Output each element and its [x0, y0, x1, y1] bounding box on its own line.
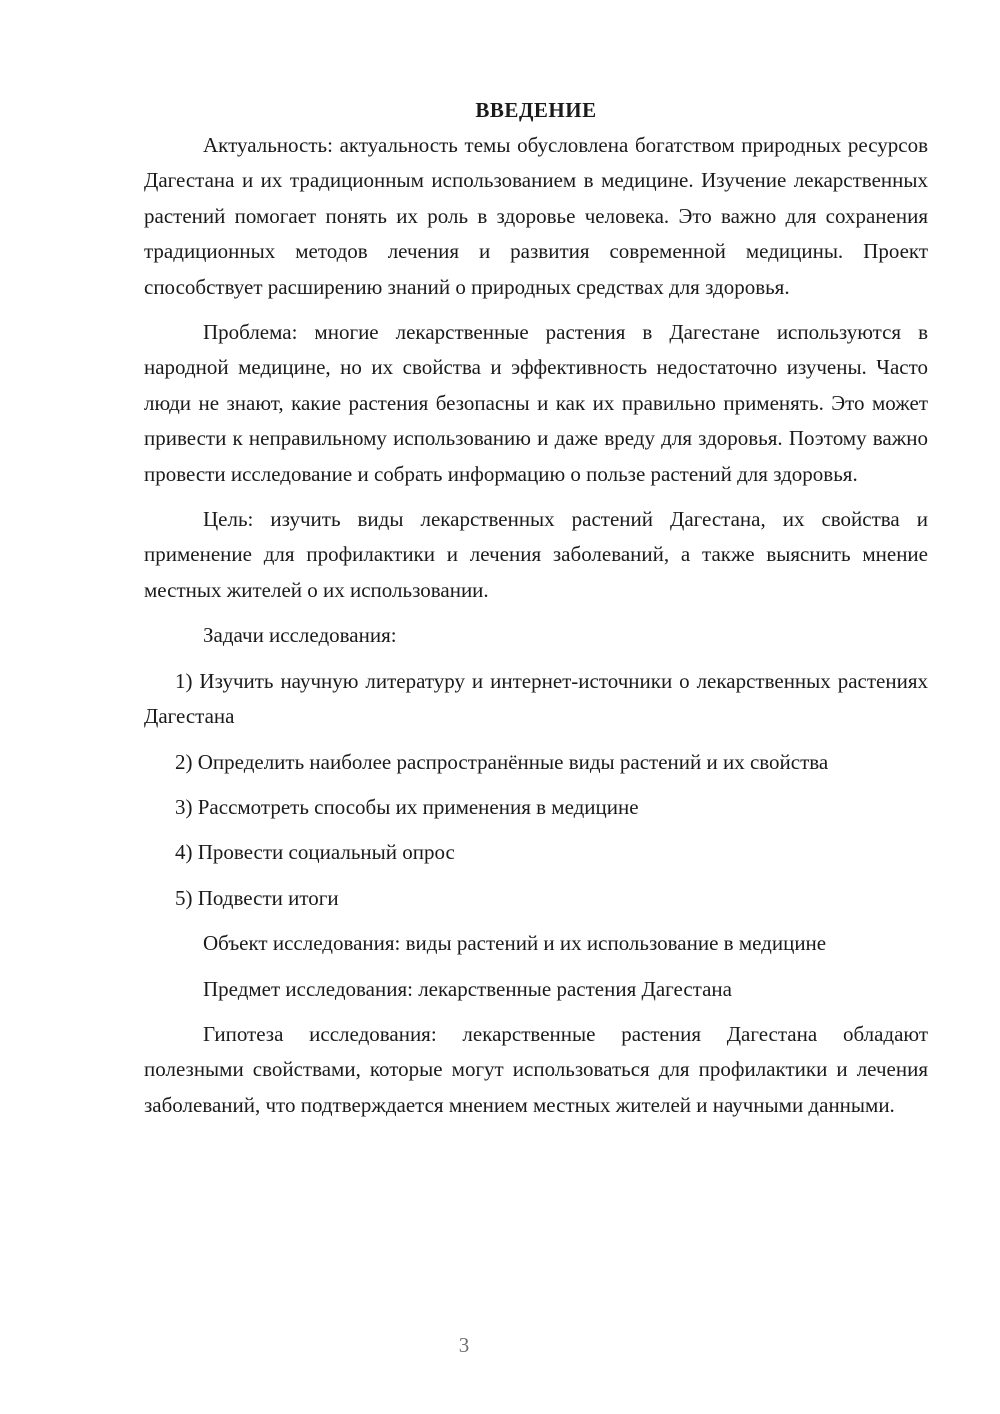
section-heading: ВВЕДЕНИЕ — [475, 98, 597, 122]
subject-paragraph: Предмет исследования: лекарственные растения Дагестана — [203, 976, 732, 1001]
hypothesis-paragraph: Гипотеза исследования: лекарственные растения Дагестана обладают полезными свойствами, которые могут использоваться для профилактики и лечения заболеваний, что подтверждается мнением местных жителей и научными данными. — [144, 1021, 928, 1117]
task-item-1: 1) Изучить научную литературу и интернет-источники о лекарственных растениях Дагестана — [144, 668, 928, 729]
goal-paragraph: Цель: изучить виды лекарственных растений Дагестана, их свойства и применение для профилактики и лечения заболеваний, а также выяснить мнение местных жителей о их использовании. — [144, 507, 928, 602]
page-number: 3 — [458, 1333, 470, 1357]
relevance-paragraph: Актуальность: актуальность темы обусловлена богатством природных ресурсов Дагестана и их традиционным использованием в медицине. Изучение лекарственных растений помогает понять их роль в здоровье человека. Это важно для сохранения традиционных методов лечения и развития современной медицины. Проект способствует расширению знаний о природных средствах для здоровья. — [144, 133, 928, 299]
task-item-3: 3) Рассмотреть способы их применения в медицине — [175, 794, 639, 819]
task-item-2: 2) Определить наиболее распространённые виды растений и их свойства — [175, 749, 829, 774]
tasks-list — [144, 664, 928, 916]
tasks-title: Задачи исследования: — [203, 623, 397, 648]
task-item-4: 4) Провести социальный опрос — [175, 840, 455, 865]
task-item-5: 5) Подвести итоги — [175, 885, 339, 910]
object-paragraph: Объект исследования: виды растений и их использование в медицине — [203, 931, 827, 956]
page-content — [144, 92, 928, 1133]
problem-paragraph: Проблема: многие лекарственные растения в Дагестане используются в народной медицине, но их свойства и эффективность недостаточно изучены. Часто люди не знают, какие растения безопасны и как их правильно применять. Это может привести к неправильному использованию и даже вреду для здоровья. Поэтому важно провести исследование и собрать информацию о пользе растений для здоровья. — [144, 320, 928, 486]
